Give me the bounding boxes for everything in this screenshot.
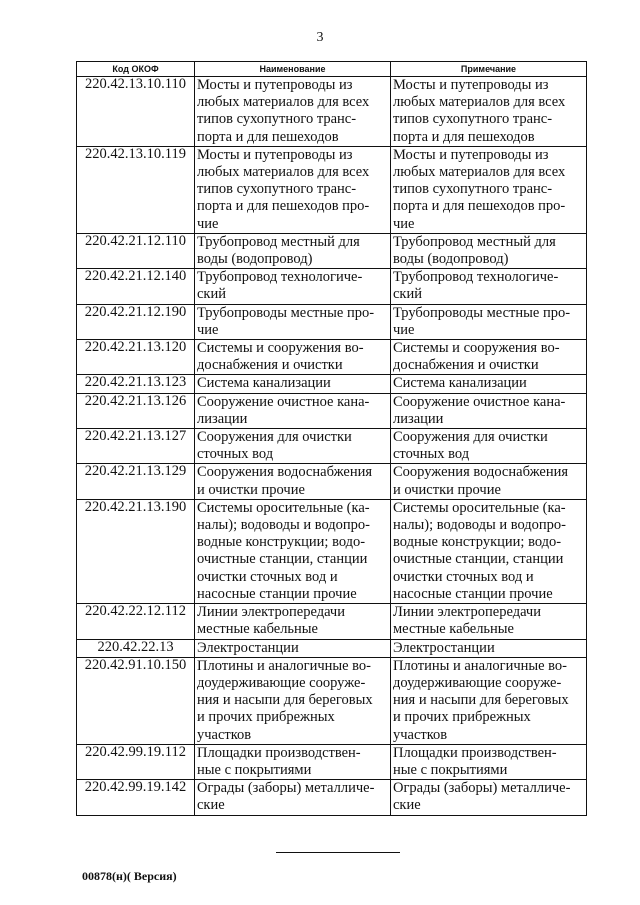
table-row (77, 375, 587, 393)
okof-code-cell: 220.42.91.10.150 (77, 657, 195, 744)
table-row (77, 77, 587, 147)
okof-code-cell: 220.42.22.12.112 (77, 604, 195, 639)
note-cell: Линии электропередачи местные кабельные (391, 604, 587, 639)
name-cell: Мосты и путепроводы из любых материалов для всех типов сухопутного транс- порта и для пешеходов (195, 77, 391, 147)
footer-document-code: 00878(н)( Версия) (82, 869, 177, 883)
header-code: Код ОКОФ (77, 62, 195, 77)
name-cell: Ограды (заборы) металличе- ские (195, 780, 391, 815)
table-header-row (77, 62, 587, 77)
table-row (77, 499, 587, 603)
note-cell: Система канализации (391, 375, 587, 393)
name-cell: Системы и сооружения во- доснабжения и очистки (195, 340, 391, 375)
name-cell: Сооружения для очистки сточных вод (195, 429, 391, 464)
name-cell: Сооружения водоснабжения и очистки прочие (195, 464, 391, 499)
note-cell: Сооружения водоснабжения и очистки прочие (391, 464, 587, 499)
name-cell: Линии электропередачи местные кабельные (195, 604, 391, 639)
okof-code-cell: 220.42.13.10.110 (77, 77, 195, 147)
note-cell: Мосты и путепроводы из любых материалов для всех типов сухопутного транс- порта и для пешеходов (391, 77, 587, 147)
table-row (77, 657, 587, 744)
note-cell: Трубопровод местный для воды (водопровод) (391, 233, 587, 268)
table-row (77, 744, 587, 779)
table-row (77, 464, 587, 499)
header-name: Наименование (195, 62, 391, 77)
okof-table (76, 61, 587, 816)
name-cell: Системы оросительные (ка- налы); водоводы и водопро- водные конструкции; водо- очистные станции, станции очистки сточных вод и насосные станции прочие (195, 499, 391, 603)
note-cell: Мосты и путепроводы из любых материалов для всех типов сухопутного транс- порта и для пешеходов про- чие (391, 146, 587, 233)
okof-code-cell: 220.42.21.12.190 (77, 304, 195, 339)
table-row (77, 233, 587, 268)
table-row (77, 429, 587, 464)
okof-code-cell: 220.42.21.13.123 (77, 375, 195, 393)
okof-code-cell: 220.42.22.13 (77, 639, 195, 657)
okof-code-cell: 220.42.21.13.190 (77, 499, 195, 603)
okof-code-cell: 220.42.99.19.112 (77, 744, 195, 779)
note-cell: Площадки производствен- ные с покрытиями (391, 744, 587, 779)
okof-code-cell: 220.42.21.13.127 (77, 429, 195, 464)
name-cell: Трубопровод технологиче- ский (195, 269, 391, 304)
note-cell: Электростанции (391, 639, 587, 657)
table-row (77, 340, 587, 375)
note-cell: Сооружение очистное кана- лизации (391, 393, 587, 428)
table-row (77, 604, 587, 639)
name-cell: Система канализации (195, 375, 391, 393)
name-cell: Электростанции (195, 639, 391, 657)
table-row (77, 304, 587, 339)
name-cell: Плотины и аналогичные во- доудерживающие сооруже- ния и насыпи для береговых и прочих прибрежных участков (195, 657, 391, 744)
name-cell: Мосты и путепроводы из любых материалов для всех типов сухопутного транс- порта и для пешеходов про- чие (195, 146, 391, 233)
note-cell: Трубопроводы местные про- чие (391, 304, 587, 339)
table-row (77, 780, 587, 815)
name-cell: Трубопровод местный для воды (водопровод) (195, 233, 391, 268)
footer-divider (276, 852, 400, 853)
page-number: 3 (316, 30, 324, 45)
okof-code-cell: 220.42.99.19.142 (77, 780, 195, 815)
okof-code-cell: 220.42.21.13.129 (77, 464, 195, 499)
note-cell: Ограды (заборы) металличе- ские (391, 780, 587, 815)
note-cell: Сооружения для очистки сточных вод (391, 429, 587, 464)
table-row (77, 639, 587, 657)
table-row (77, 146, 587, 233)
note-cell: Трубопровод технологиче- ский (391, 269, 587, 304)
name-cell: Трубопроводы местные про- чие (195, 304, 391, 339)
note-cell: Системы оросительные (ка- налы); водоводы и водопро- водные конструкции; водо- очистные станции, станции очистки сточных вод и насосные станции прочие (391, 499, 587, 603)
header-note: Примечание (391, 62, 587, 77)
name-cell: Площадки производствен- ные с покрытиями (195, 744, 391, 779)
okof-code-cell: 220.42.21.12.140 (77, 269, 195, 304)
name-cell: Сооружение очистное кана- лизации (195, 393, 391, 428)
note-cell: Плотины и аналогичные во- доудерживающие сооруже- ния и насыпи для береговых и прочих прибрежных участков (391, 657, 587, 744)
table-row (77, 269, 587, 304)
okof-code-cell: 220.42.13.10.119 (77, 146, 195, 233)
table-row (77, 393, 587, 428)
table-body (77, 77, 587, 816)
okof-code-cell: 220.42.21.13.126 (77, 393, 195, 428)
okof-code-cell: 220.42.21.13.120 (77, 340, 195, 375)
note-cell: Системы и сооружения во- доснабжения и очистки (391, 340, 587, 375)
okof-code-cell: 220.42.21.12.110 (77, 233, 195, 268)
